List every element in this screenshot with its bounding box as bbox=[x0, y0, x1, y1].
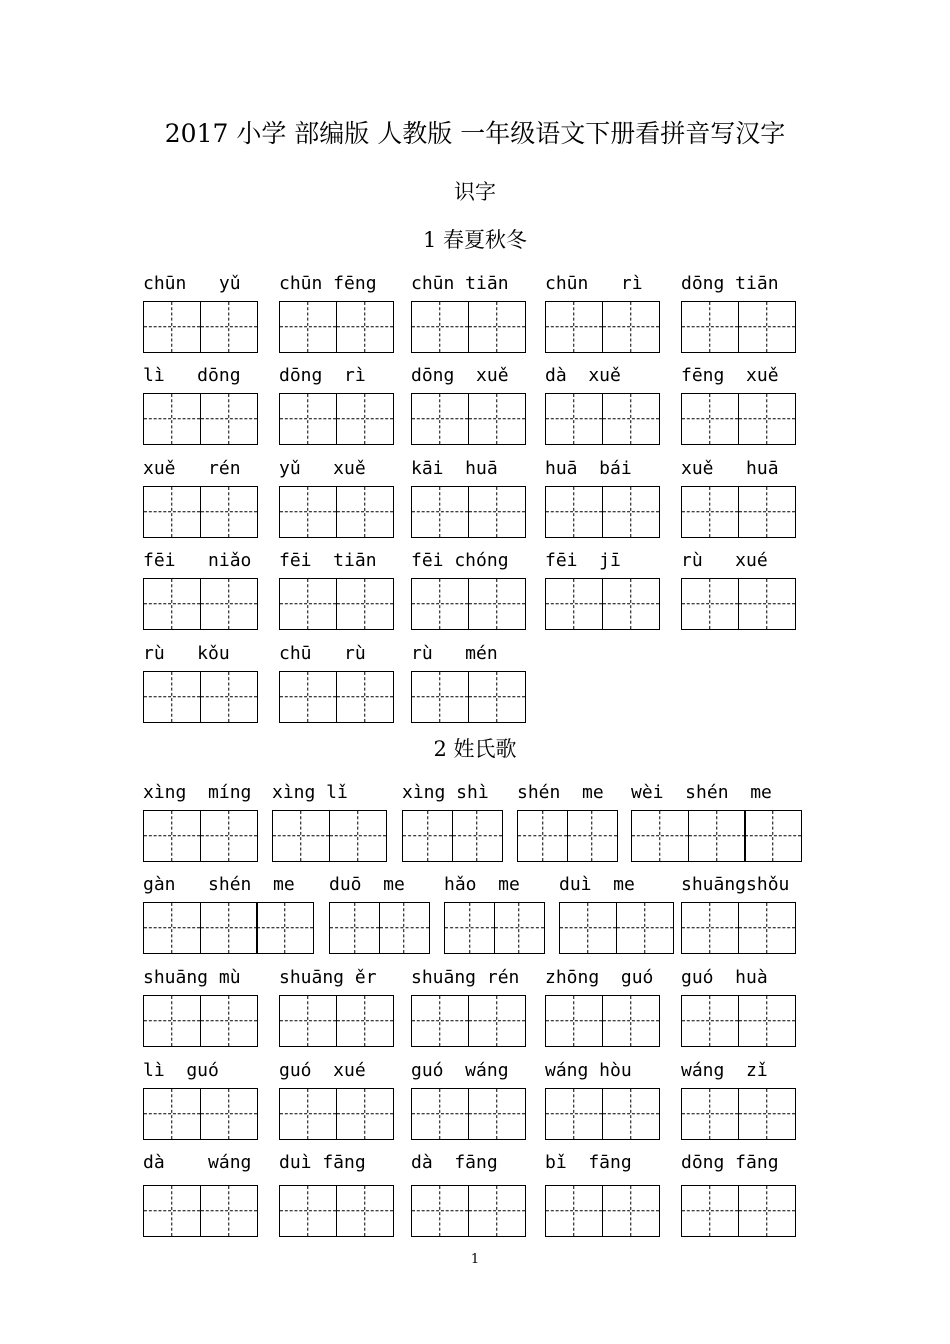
writing-box-group bbox=[411, 578, 524, 630]
writing-box-group bbox=[143, 671, 256, 723]
tianzige-cell[interactable] bbox=[336, 671, 394, 723]
tianzige-cell[interactable] bbox=[616, 902, 674, 954]
tianzige-cell[interactable] bbox=[681, 902, 739, 954]
tianzige-cell[interactable] bbox=[738, 486, 796, 538]
pinyin-label: lì guó bbox=[143, 1060, 219, 1081]
tianzige-cell[interactable] bbox=[517, 810, 568, 862]
tianzige-cell[interactable] bbox=[143, 301, 201, 353]
unit-heading: 识字 bbox=[454, 180, 496, 204]
pinyin-label: dōng tiān bbox=[681, 273, 779, 294]
tianzige-cell[interactable] bbox=[411, 486, 469, 538]
writing-box-group bbox=[545, 578, 658, 630]
tianzige-cell[interactable] bbox=[143, 1185, 201, 1237]
pinyin-label: fēi niǎo bbox=[143, 550, 252, 571]
tianzige-cell[interactable] bbox=[336, 301, 394, 353]
tianzige-cell[interactable] bbox=[200, 810, 258, 862]
tianzige-cell[interactable] bbox=[336, 393, 394, 445]
tianzige-cell[interactable] bbox=[468, 671, 526, 723]
tianzige-cell[interactable] bbox=[602, 393, 660, 445]
pinyin-label: kāi huā bbox=[411, 458, 498, 479]
tianzige-cell[interactable] bbox=[738, 1185, 796, 1237]
tianzige-cell[interactable] bbox=[200, 393, 258, 445]
pinyin-label: dà wáng bbox=[143, 1152, 252, 1173]
pinyin-label: shuāng rén bbox=[411, 967, 520, 988]
tianzige-cell[interactable] bbox=[688, 810, 746, 862]
tianzige-cell[interactable] bbox=[545, 486, 603, 538]
tianzige-cell[interactable] bbox=[468, 578, 526, 630]
pinyin-label: chū rù bbox=[279, 643, 366, 664]
tianzige-cell[interactable] bbox=[336, 578, 394, 630]
pinyin-label: guó huà bbox=[681, 967, 768, 988]
tianzige-cell[interactable] bbox=[602, 1088, 660, 1140]
pinyin-label: fēi chóng bbox=[411, 550, 509, 571]
tianzige-cell[interactable] bbox=[143, 1088, 201, 1140]
pinyin-label: hǎo me bbox=[444, 874, 520, 895]
writing-box-group bbox=[681, 1088, 794, 1140]
pinyin-label: dōng rì bbox=[279, 365, 366, 386]
writing-box-group bbox=[545, 995, 658, 1047]
tianzige-cell[interactable] bbox=[336, 486, 394, 538]
writing-box-group bbox=[143, 1185, 256, 1237]
tianzige-cell[interactable] bbox=[681, 1185, 739, 1237]
pinyin-label: dōng fāng bbox=[681, 1152, 779, 1173]
tianzige-cell[interactable] bbox=[744, 810, 802, 862]
tianzige-cell[interactable] bbox=[279, 578, 337, 630]
page-title: 2017 小学 部编版 人教版 一年级语文下册看拼音写汉字 bbox=[164, 119, 786, 148]
tianzige-cell[interactable] bbox=[545, 1185, 603, 1237]
pinyin-label: gàn shén me bbox=[143, 874, 295, 895]
pinyin-label: wáng hòu bbox=[545, 1060, 632, 1081]
writing-box-group bbox=[143, 902, 313, 954]
tianzige-cell[interactable] bbox=[336, 1185, 394, 1237]
pinyin-label: duì fāng bbox=[279, 1152, 366, 1173]
tianzige-cell[interactable] bbox=[411, 578, 469, 630]
pinyin-label: fēi tiān bbox=[279, 550, 377, 571]
pinyin-label: rù mén bbox=[411, 643, 498, 664]
tianzige-cell[interactable] bbox=[336, 1088, 394, 1140]
writing-box-group bbox=[681, 902, 794, 954]
pinyin-label: rù kǒu bbox=[143, 643, 230, 664]
tianzige-cell[interactable] bbox=[452, 810, 503, 862]
tianzige-cell[interactable] bbox=[200, 578, 258, 630]
tianzige-cell[interactable] bbox=[279, 1185, 337, 1237]
tianzige-cell[interactable] bbox=[200, 671, 258, 723]
pinyin-label: zhōng guó bbox=[545, 967, 654, 988]
tianzige-cell[interactable] bbox=[444, 902, 495, 954]
writing-box-group bbox=[545, 1088, 658, 1140]
tianzige-cell[interactable] bbox=[567, 810, 618, 862]
pinyin-label: xuě huā bbox=[681, 458, 779, 479]
writing-box-group bbox=[545, 301, 658, 353]
pinyin-label: shuāngshǒu bbox=[681, 874, 790, 895]
pinyin-label: dà xuě bbox=[545, 365, 621, 386]
tianzige-cell[interactable] bbox=[545, 1088, 603, 1140]
writing-box-group bbox=[681, 393, 794, 445]
tianzige-cell[interactable] bbox=[411, 995, 469, 1047]
tianzige-cell[interactable] bbox=[545, 578, 603, 630]
tianzige-cell[interactable] bbox=[681, 995, 739, 1047]
tianzige-cell[interactable] bbox=[200, 902, 258, 954]
pinyin-label: wèi shén me bbox=[631, 782, 772, 803]
writing-box-group bbox=[143, 578, 256, 630]
tianzige-cell[interactable] bbox=[411, 393, 469, 445]
tianzige-cell[interactable] bbox=[681, 393, 739, 445]
writing-box-group bbox=[279, 671, 392, 723]
writing-box-group bbox=[545, 1185, 658, 1237]
pinyin-label: fēng xuě bbox=[681, 365, 779, 386]
tianzige-cell[interactable] bbox=[143, 671, 201, 723]
tianzige-cell[interactable] bbox=[602, 301, 660, 353]
tianzige-cell[interactable] bbox=[468, 1185, 526, 1237]
tianzige-cell[interactable] bbox=[602, 995, 660, 1047]
pinyin-label: huā bái bbox=[545, 458, 632, 479]
tianzige-cell[interactable] bbox=[411, 301, 469, 353]
tianzige-cell[interactable] bbox=[143, 393, 201, 445]
tianzige-cell[interactable] bbox=[200, 1088, 258, 1140]
tianzige-cell[interactable] bbox=[143, 578, 201, 630]
writing-box-group bbox=[143, 486, 256, 538]
writing-box-group bbox=[444, 902, 543, 954]
tianzige-cell[interactable] bbox=[681, 578, 739, 630]
pinyin-label: dōng xuě bbox=[411, 365, 509, 386]
pinyin-label: xìng míng bbox=[143, 782, 252, 803]
writing-box-group bbox=[279, 578, 392, 630]
tianzige-cell[interactable] bbox=[468, 486, 526, 538]
tianzige-cell[interactable] bbox=[411, 1088, 469, 1140]
writing-box-group bbox=[279, 995, 392, 1047]
writing-box-group bbox=[143, 995, 256, 1047]
tianzige-cell[interactable] bbox=[279, 1088, 337, 1140]
tianzige-cell[interactable] bbox=[468, 393, 526, 445]
tianzige-cell[interactable] bbox=[411, 671, 469, 723]
pinyin-label: duì me bbox=[559, 874, 635, 895]
tianzige-cell[interactable] bbox=[279, 671, 337, 723]
pinyin-label: xìng shì bbox=[402, 782, 489, 803]
writing-box-group bbox=[411, 1185, 524, 1237]
pinyin-label: wáng zǐ bbox=[681, 1060, 768, 1081]
tianzige-cell[interactable] bbox=[411, 1185, 469, 1237]
pinyin-label: rù xué bbox=[681, 550, 768, 571]
writing-box-group bbox=[279, 301, 392, 353]
tianzige-cell[interactable] bbox=[468, 1088, 526, 1140]
writing-box-group bbox=[279, 1185, 392, 1237]
writing-box-group bbox=[411, 301, 524, 353]
tianzige-cell[interactable] bbox=[279, 995, 337, 1047]
pinyin-label: fēi jī bbox=[545, 550, 621, 571]
writing-box-group bbox=[681, 486, 794, 538]
writing-box-group bbox=[681, 1185, 794, 1237]
writing-box-group bbox=[559, 902, 672, 954]
tianzige-cell[interactable] bbox=[279, 486, 337, 538]
lesson-heading: 2 姓氏歌 bbox=[433, 737, 517, 761]
pinyin-label: chūn fēng bbox=[279, 273, 377, 294]
tianzige-cell[interactable] bbox=[279, 393, 337, 445]
writing-box-group bbox=[143, 301, 256, 353]
tianzige-cell[interactable] bbox=[200, 301, 258, 353]
writing-box-group bbox=[545, 486, 658, 538]
writing-box-group bbox=[681, 578, 794, 630]
writing-box-group bbox=[411, 995, 524, 1047]
writing-box-group bbox=[631, 810, 801, 862]
tianzige-cell[interactable] bbox=[468, 301, 526, 353]
pinyin-label: guó wáng bbox=[411, 1060, 509, 1081]
pinyin-label: guó xué bbox=[279, 1060, 366, 1081]
tianzige-cell[interactable] bbox=[545, 393, 603, 445]
writing-box-group bbox=[329, 902, 428, 954]
tianzige-cell[interactable] bbox=[272, 810, 330, 862]
writing-box-group bbox=[272, 810, 385, 862]
tianzige-cell[interactable] bbox=[545, 995, 603, 1047]
pinyin-label: shén me bbox=[517, 782, 604, 803]
writing-box-group bbox=[411, 671, 524, 723]
tianzige-cell[interactable] bbox=[738, 902, 796, 954]
tianzige-cell[interactable] bbox=[379, 902, 430, 954]
writing-box-group bbox=[545, 393, 658, 445]
pinyin-label: bǐ fāng bbox=[545, 1152, 632, 1173]
tianzige-cell[interactable] bbox=[631, 810, 689, 862]
lesson-heading: 1 春夏秋冬 bbox=[422, 228, 528, 252]
pinyin-label: xuě rén bbox=[143, 458, 241, 479]
tianzige-cell[interactable] bbox=[545, 301, 603, 353]
pinyin-label: dà fāng bbox=[411, 1152, 498, 1173]
tianzige-cell[interactable] bbox=[200, 995, 258, 1047]
tianzige-cell[interactable] bbox=[602, 1185, 660, 1237]
tianzige-cell[interactable] bbox=[602, 578, 660, 630]
tianzige-cell[interactable] bbox=[738, 393, 796, 445]
pinyin-label: chūn rì bbox=[545, 273, 643, 294]
tianzige-cell[interactable] bbox=[279, 301, 337, 353]
writing-box-group bbox=[402, 810, 501, 862]
tianzige-cell[interactable] bbox=[494, 902, 545, 954]
tianzige-cell[interactable] bbox=[559, 902, 617, 954]
tianzige-cell[interactable] bbox=[602, 486, 660, 538]
tianzige-cell[interactable] bbox=[402, 810, 453, 862]
tianzige-cell[interactable] bbox=[681, 301, 739, 353]
pinyin-label: shuāng ěr bbox=[279, 967, 377, 988]
pinyin-label: duō me bbox=[329, 874, 405, 895]
tianzige-cell[interactable] bbox=[738, 301, 796, 353]
writing-box-group bbox=[143, 393, 256, 445]
tianzige-cell[interactable] bbox=[738, 578, 796, 630]
tianzige-cell[interactable] bbox=[200, 486, 258, 538]
writing-box-group bbox=[411, 486, 524, 538]
pinyin-label: shuāng mù bbox=[143, 967, 241, 988]
writing-box-group bbox=[411, 1088, 524, 1140]
writing-box-group bbox=[681, 995, 794, 1047]
writing-box-group bbox=[143, 1088, 256, 1140]
tianzige-cell[interactable] bbox=[738, 995, 796, 1047]
writing-box-group bbox=[279, 393, 392, 445]
writing-box-group bbox=[517, 810, 616, 862]
writing-box-group bbox=[143, 810, 256, 862]
pinyin-label: lì dōng bbox=[143, 365, 241, 386]
tianzige-cell[interactable] bbox=[336, 995, 394, 1047]
tianzige-cell[interactable] bbox=[738, 1088, 796, 1140]
pinyin-label: yǔ xuě bbox=[279, 458, 366, 479]
tianzige-cell[interactable] bbox=[329, 810, 387, 862]
tianzige-cell[interactable] bbox=[681, 486, 739, 538]
writing-box-group bbox=[279, 1088, 392, 1140]
writing-box-group bbox=[279, 486, 392, 538]
pinyin-label: chūn yǔ bbox=[143, 273, 241, 294]
tianzige-cell[interactable] bbox=[681, 1088, 739, 1140]
tianzige-cell[interactable] bbox=[143, 810, 201, 862]
writing-box-group bbox=[681, 301, 794, 353]
writing-box-group bbox=[411, 393, 524, 445]
pinyin-label: xìng lǐ bbox=[272, 782, 348, 803]
tianzige-cell[interactable] bbox=[143, 486, 201, 538]
tianzige-cell[interactable] bbox=[143, 995, 201, 1047]
tianzige-cell[interactable] bbox=[329, 902, 380, 954]
page-number: 1 bbox=[470, 1252, 480, 1267]
tianzige-cell[interactable] bbox=[200, 1185, 258, 1237]
tianzige-cell[interactable] bbox=[468, 995, 526, 1047]
pinyin-label: chūn tiān bbox=[411, 273, 509, 294]
tianzige-cell[interactable] bbox=[256, 902, 314, 954]
tianzige-cell[interactable] bbox=[143, 902, 201, 954]
